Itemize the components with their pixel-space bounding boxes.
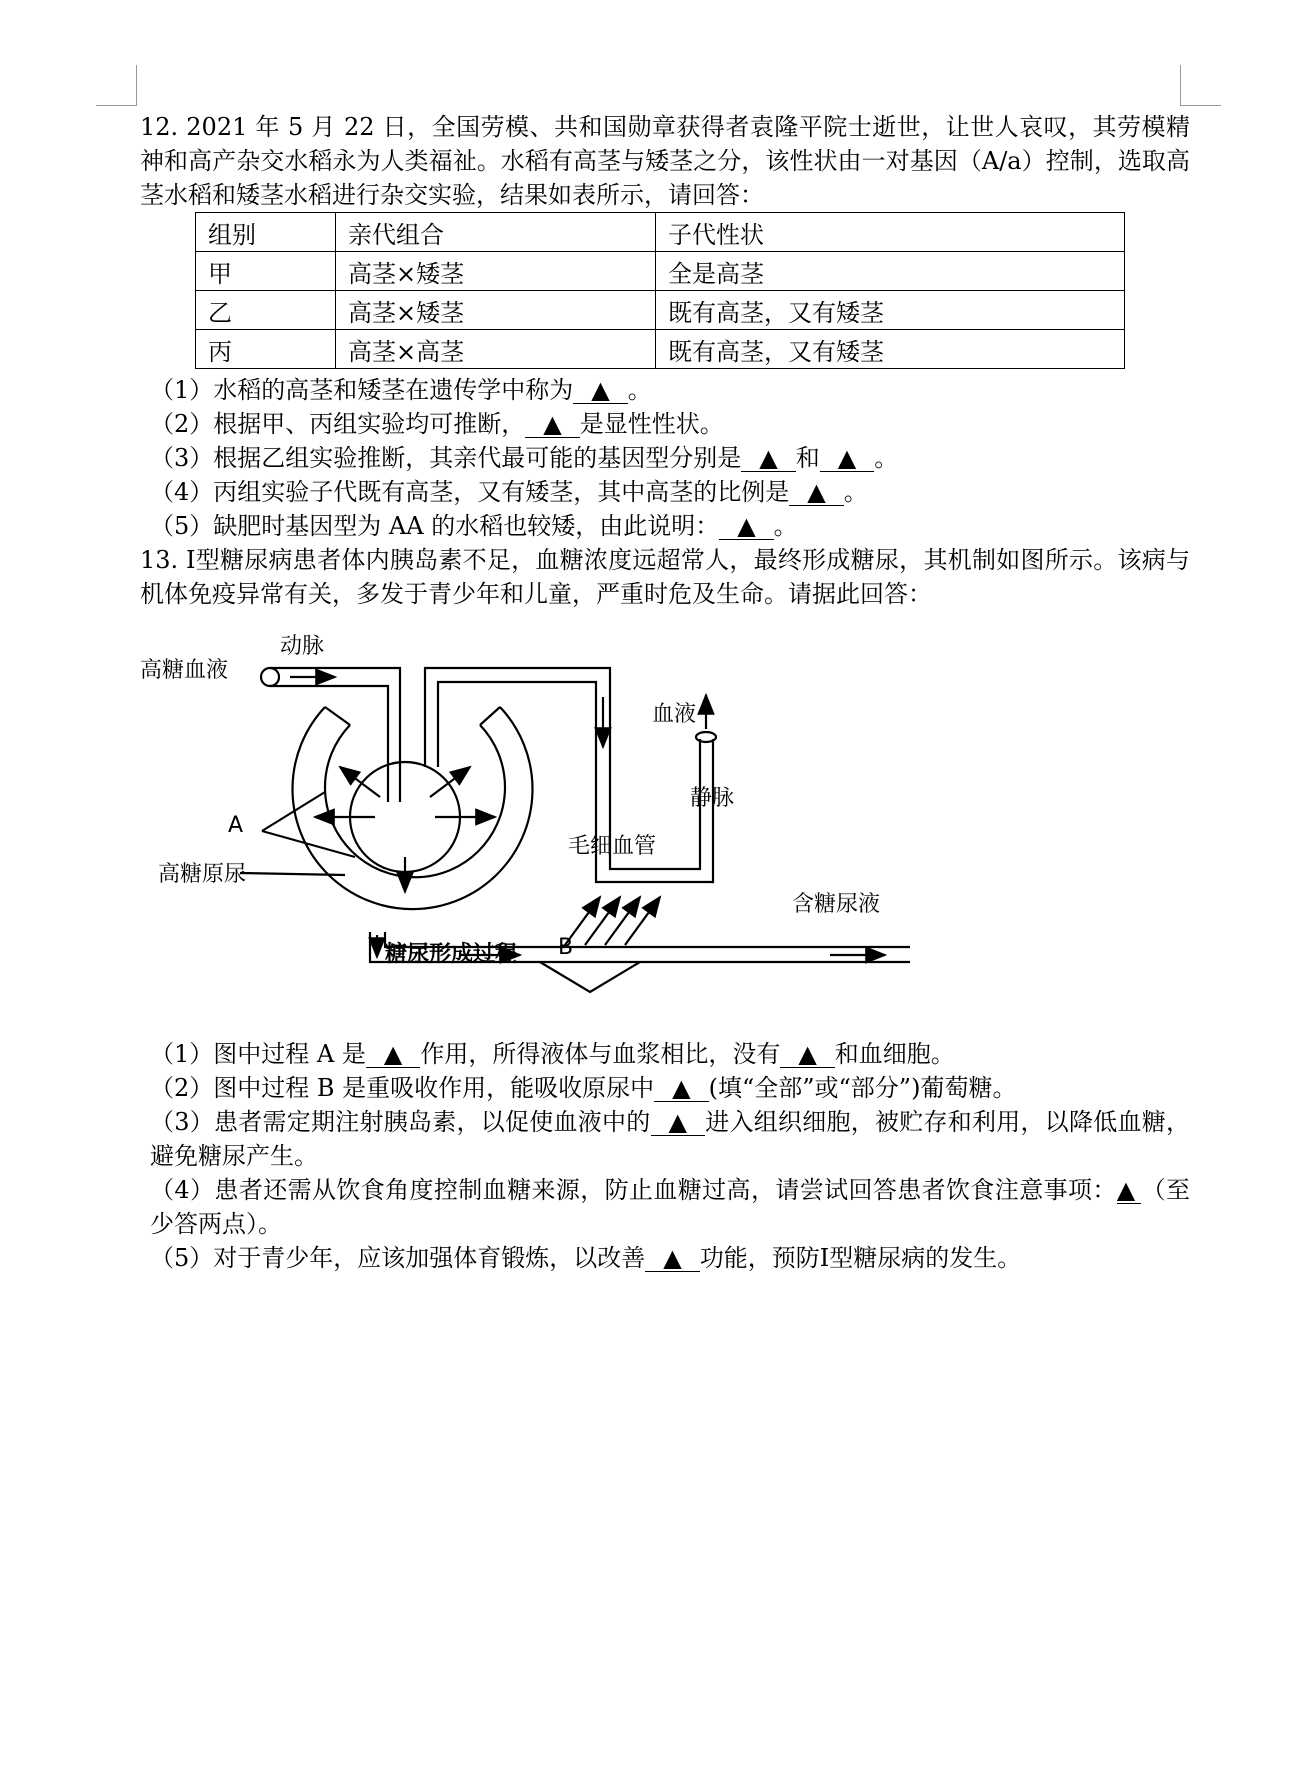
table-header-cell: 组别: [196, 213, 336, 252]
label-artery: 动脉: [280, 634, 325, 659]
q13-sub4: [140, 1173, 1190, 1241]
question-text: （1）图中过程 A 是: [150, 1040, 366, 1068]
table-row: [196, 291, 1125, 330]
question-text: 。: [627, 376, 652, 404]
answer-blank[interactable]: ▲: [651, 1109, 705, 1136]
q13-sub5: [140, 1241, 1190, 1275]
table-cell: 既有高茎，又有矮茎: [656, 330, 1125, 369]
artery-tube-upper: [270, 668, 400, 802]
answer-blank[interactable]: ▲: [780, 1041, 834, 1068]
figure-caption: 糖尿形成过程: [385, 941, 518, 967]
question-text: （3）根据乙组实验推断，其亲代最可能的基因型分别是: [150, 444, 742, 472]
table-row: [196, 252, 1125, 291]
urine-formation-diagram: [140, 617, 1190, 1037]
question-text: （至少答两点）。: [150, 1176, 1190, 1238]
answer-blank[interactable]: ▲: [719, 513, 773, 540]
q12-sub4: [140, 475, 1190, 509]
artery-opening: [261, 668, 279, 686]
question-text: 和血细胞。: [834, 1040, 955, 1068]
page-content: [140, 110, 1190, 1275]
question-text: （5）对于青少年，应该加强体育锻炼，以改善: [150, 1244, 646, 1272]
question-text: 是显性性状。: [579, 410, 724, 438]
table-cell: 全是高茎: [656, 252, 1125, 291]
crop-mark-right: [1180, 65, 1221, 106]
table-cell: 既有高茎，又有矮茎: [656, 291, 1125, 330]
cross-result-table: [195, 212, 1125, 369]
question-text: （3）患者需定期注射胰岛素，以促使血液中的: [150, 1108, 651, 1136]
answer-blank[interactable]: ▲: [654, 1075, 708, 1102]
diagram-drawing: [140, 617, 1190, 1037]
table-cell: 高茎×矮茎: [336, 252, 656, 291]
question-text: （5）缺肥时基因型为 AA 的水稻也较矮，由此说明：: [150, 512, 720, 540]
answer-blank[interactable]: ▲: [525, 411, 579, 438]
answer-blank[interactable]: ▲: [573, 377, 627, 404]
question-text: 和: [795, 444, 820, 472]
table-cell: 高茎×高茎: [336, 330, 656, 369]
question-text: 进入组织细胞，被贮存和利用，以降低血糖，避免糖尿产生。: [150, 1108, 1190, 1170]
q13-intro: 13. Ⅰ型糖尿病患者体内胰岛素不足，血糖浓度远超常人，最终形成糖尿，其机制如图所示。该病与机体免疫异常有关，多发于青少年和儿童，严重时危及生命。请据此回答：: [140, 546, 1190, 608]
question-text: （4）丙组实验子代既有高茎，又有矮茎，其中高茎的比例是: [150, 478, 790, 506]
label-high-sugar-urine: 高糖原尿: [158, 862, 247, 887]
question-text: (填“全部”或“部分”)葡萄糖。: [708, 1074, 1017, 1102]
question-text: （2）图中过程 B 是重吸收作用，能吸收原尿中: [150, 1074, 655, 1102]
q12-sub2: [140, 407, 1190, 441]
table-cell: 高茎×矮茎: [336, 291, 656, 330]
table-cell: 甲: [196, 252, 336, 291]
label-vein: 静脉: [690, 786, 735, 811]
table-cell: 乙: [196, 291, 336, 330]
answer-blank[interactable]: ▲: [366, 1041, 420, 1068]
crop-mark-left: [96, 65, 137, 106]
label-blood: 血液: [652, 702, 697, 727]
question-text: 功能，预防Ⅰ型糖尿病的发生。: [699, 1244, 1022, 1272]
question-text: 。: [843, 478, 868, 506]
question-text: （2）根据甲、丙组实验均可推断，: [150, 410, 526, 438]
answer-blank[interactable]: ▲: [741, 445, 795, 472]
leader-B: [540, 962, 640, 992]
label-A: A: [228, 813, 244, 838]
q12-intro: 12. 2021 年 5 月 22 日，全国劳模、共和国勋章获得者袁隆平院士逝世，让世人哀叹，其劳模精神和高产杂交水稻永为人类福祉。水稻有高茎与矮茎之分，该性状由一对基因（A/a）控制，选取高茎水稻和矮茎水稻进行杂交实验，结果如表所示，请回答：: [140, 113, 1190, 209]
q12-sub3: [140, 441, 1190, 475]
label-high-sugar-blood: 高糖血液: [140, 658, 229, 683]
artery-tube-lower: [270, 686, 388, 802]
table-header-cell: 亲代组合: [336, 213, 656, 252]
table-row: [196, 330, 1125, 369]
answer-blank[interactable]: ▲: [820, 445, 874, 472]
leader-urine: [240, 873, 345, 875]
q13-sub1: [140, 1037, 1190, 1071]
question-text: 作用，所得液体与血浆相比，没有: [420, 1040, 781, 1068]
q13-sub2: [140, 1071, 1190, 1105]
table-header-cell: 子代性状: [656, 213, 1125, 252]
question-text: （1）水稻的高茎和矮茎在遗传学中称为: [150, 376, 574, 404]
label-capillary: 毛细血管: [568, 834, 657, 859]
q13-sub3: [140, 1105, 1190, 1173]
label-B: B: [558, 935, 574, 960]
q12-sub1: [140, 373, 1190, 407]
label-sugar-urine: 含糖尿液: [792, 892, 881, 917]
table-header-row: [196, 213, 1125, 252]
answer-blank[interactable]: ▲: [789, 479, 843, 506]
question-text: 。: [773, 512, 798, 540]
answer-blank[interactable]: ▲: [1117, 1177, 1141, 1204]
q12-sub5: [140, 509, 1190, 543]
table-cell: 丙: [196, 330, 336, 369]
vein-opening: [696, 732, 716, 742]
question-text: 。: [874, 444, 899, 472]
answer-blank[interactable]: ▲: [645, 1245, 699, 1272]
question-text: （4）患者还需从饮食角度控制血糖来源，防止血糖过高，请尝试回答患者饮食注意事项：: [150, 1176, 1117, 1204]
